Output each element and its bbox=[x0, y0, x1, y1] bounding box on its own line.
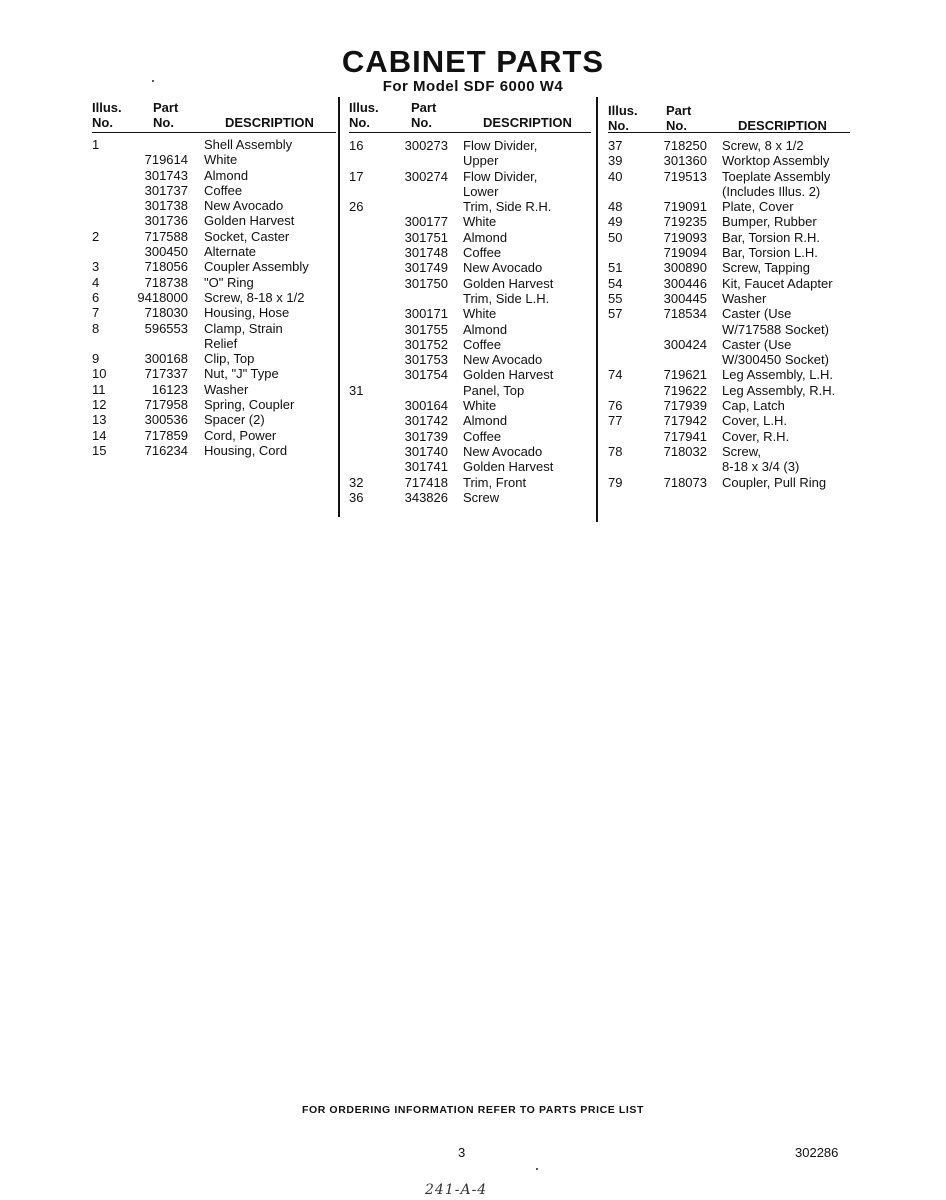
table-row bbox=[349, 276, 591, 291]
part-number: 300274 bbox=[404, 168, 448, 184]
part-description: Golden Harvest bbox=[463, 459, 554, 475]
part-description: Relief bbox=[204, 335, 238, 351]
handwritten-note: 241-A-4 bbox=[425, 1182, 488, 1198]
part-number: 718032 bbox=[663, 443, 707, 459]
page-title: CABINET PARTS bbox=[341, 44, 605, 79]
part-number: 719513 bbox=[663, 168, 707, 184]
illus-number: 10 bbox=[92, 366, 107, 382]
model-subtitle: For Model SDF 6000 W4 bbox=[382, 78, 564, 95]
part-description: New Avocado bbox=[204, 198, 284, 214]
part-description: Screw, bbox=[722, 443, 762, 459]
part-number: 16123 bbox=[151, 381, 188, 397]
table-row bbox=[608, 306, 850, 321]
illus-number: 26 bbox=[349, 199, 364, 215]
table-row bbox=[608, 260, 850, 275]
part-description: W/300450 Socket) bbox=[722, 352, 829, 368]
part-description: White bbox=[463, 398, 497, 414]
table-row bbox=[608, 276, 850, 291]
table-row bbox=[608, 153, 850, 168]
part-description: Trim, Side R.H. bbox=[463, 199, 552, 215]
part-number: 301741 bbox=[404, 459, 448, 475]
table-row bbox=[349, 367, 591, 382]
part-description: Almond bbox=[204, 167, 249, 183]
illus-number: 55 bbox=[608, 290, 623, 306]
part-description: Coffee bbox=[204, 182, 243, 198]
part-number: 301360 bbox=[663, 153, 707, 169]
table-row bbox=[608, 169, 850, 184]
table-row bbox=[92, 321, 336, 336]
column-divider bbox=[596, 97, 598, 522]
part-description: 8-18 x 3/4 (3) bbox=[722, 459, 800, 475]
part-description: Toeplate Assembly bbox=[722, 168, 831, 184]
part-description: Spacer (2) bbox=[204, 412, 265, 428]
part-number: 300536 bbox=[144, 412, 188, 428]
part-number: 718056 bbox=[144, 259, 188, 275]
part-number: 301738 bbox=[144, 198, 188, 214]
part-description: Alternate bbox=[204, 244, 257, 260]
illus-number: 32 bbox=[349, 474, 364, 490]
table-row bbox=[92, 229, 336, 244]
table-row bbox=[608, 398, 850, 413]
part-number: 301751 bbox=[404, 229, 448, 245]
illus-number: 36 bbox=[349, 489, 364, 505]
table-row bbox=[92, 443, 336, 458]
part-description: Coffee bbox=[463, 428, 502, 444]
header-illus: Illus. bbox=[608, 103, 638, 118]
table-row bbox=[92, 137, 336, 152]
illus-number: 50 bbox=[608, 229, 623, 245]
parts-list bbox=[349, 133, 591, 505]
table-row bbox=[349, 444, 591, 459]
part-number: 301742 bbox=[404, 413, 448, 429]
table-row bbox=[608, 138, 850, 153]
table-row bbox=[92, 382, 336, 397]
part-number: 301736 bbox=[144, 213, 188, 229]
illus-number: 31 bbox=[349, 382, 364, 398]
part-number: 300168 bbox=[144, 351, 188, 367]
part-description: Coupler Assembly bbox=[204, 259, 309, 275]
part-description: Cover, L.H. bbox=[722, 413, 788, 429]
parts-list bbox=[608, 133, 850, 490]
part-description: Cover, R.H. bbox=[722, 428, 790, 444]
illus-number: 77 bbox=[608, 413, 623, 429]
table-row bbox=[349, 169, 591, 184]
part-description: Housing, Hose bbox=[204, 305, 290, 321]
part-description: Coupler, Pull Ring bbox=[722, 474, 827, 490]
table-row bbox=[349, 214, 591, 229]
table-row bbox=[349, 184, 591, 199]
table-row bbox=[608, 291, 850, 306]
illus-number: 14 bbox=[92, 427, 107, 443]
part-number: 301755 bbox=[404, 321, 448, 337]
document-number: 302286 bbox=[795, 1145, 839, 1160]
part-description: Caster (Use bbox=[722, 336, 792, 352]
part-description: Golden Harvest bbox=[463, 367, 554, 383]
part-description: New Avocado bbox=[463, 443, 543, 459]
part-number: 719622 bbox=[663, 382, 707, 398]
part-number: 300164 bbox=[404, 398, 448, 414]
header-part-no: No. bbox=[153, 115, 174, 130]
illus-number: 3 bbox=[92, 259, 100, 275]
column-header bbox=[608, 100, 850, 133]
table-row bbox=[349, 459, 591, 474]
table-row bbox=[608, 322, 850, 337]
table-row bbox=[349, 475, 591, 490]
table-row bbox=[608, 367, 850, 382]
illus-number: 2 bbox=[92, 228, 100, 244]
part-number: 717958 bbox=[144, 397, 188, 413]
part-description: Lower bbox=[463, 183, 499, 199]
part-number: 717941 bbox=[663, 428, 707, 444]
part-number: 719094 bbox=[663, 245, 707, 261]
header-description: DESCRIPTION bbox=[483, 115, 572, 130]
part-description: Cap, Latch bbox=[722, 398, 785, 414]
table-row bbox=[349, 306, 591, 321]
part-description: New Avocado bbox=[463, 352, 543, 368]
part-description: (Includes Illus. 2) bbox=[722, 183, 821, 199]
table-row bbox=[608, 459, 850, 474]
illus-number: 79 bbox=[608, 474, 623, 490]
table-row bbox=[92, 152, 336, 167]
part-description: Caster (Use bbox=[722, 306, 792, 322]
illus-number: 49 bbox=[608, 214, 623, 230]
table-row bbox=[349, 153, 591, 168]
part-number: 300450 bbox=[144, 244, 188, 260]
part-description: Screw bbox=[463, 489, 500, 505]
table-row bbox=[92, 336, 336, 351]
header-description: DESCRIPTION bbox=[225, 115, 314, 130]
speck-mark bbox=[536, 1168, 538, 1170]
part-number: 719235 bbox=[663, 214, 707, 230]
part-number: 719614 bbox=[144, 152, 188, 168]
part-description: New Avocado bbox=[463, 260, 543, 276]
header-part: Part bbox=[153, 100, 179, 115]
part-description: Spring, Coupler bbox=[204, 397, 295, 413]
part-number: 718534 bbox=[663, 306, 707, 322]
illus-number: 76 bbox=[608, 398, 623, 414]
part-description: Washer bbox=[722, 290, 767, 306]
illus-number: 12 bbox=[92, 397, 107, 413]
part-description: Worktop Assembly bbox=[722, 153, 830, 169]
part-description: Bar, Torsion R.H. bbox=[722, 229, 821, 245]
parts-column-1 bbox=[92, 100, 336, 458]
part-description: White bbox=[204, 152, 238, 168]
part-number: 301753 bbox=[404, 352, 448, 368]
part-number: 717942 bbox=[663, 413, 707, 429]
table-row bbox=[349, 322, 591, 337]
part-number: 301748 bbox=[404, 245, 448, 261]
parts-column-2 bbox=[349, 100, 591, 505]
table-row bbox=[608, 184, 850, 199]
illus-number: 1 bbox=[92, 137, 100, 152]
illus-number: 57 bbox=[608, 306, 623, 322]
illus-number: 16 bbox=[349, 138, 364, 153]
illus-number: 4 bbox=[92, 274, 100, 290]
table-row bbox=[92, 366, 336, 381]
table-row bbox=[608, 337, 850, 352]
part-number: 301750 bbox=[404, 275, 448, 291]
part-number: 719621 bbox=[663, 367, 707, 383]
column-header bbox=[92, 100, 336, 133]
part-number: 300445 bbox=[663, 290, 707, 306]
part-description: White bbox=[463, 306, 497, 322]
part-number: 717939 bbox=[663, 398, 707, 414]
part-description: Almond bbox=[463, 229, 508, 245]
table-row bbox=[349, 413, 591, 428]
illus-number: 15 bbox=[92, 442, 107, 458]
part-number: 718250 bbox=[663, 138, 707, 153]
part-number: 301737 bbox=[144, 182, 188, 198]
speck-mark bbox=[152, 80, 154, 82]
illus-number: 8 bbox=[92, 320, 100, 336]
table-row bbox=[608, 429, 850, 444]
column-header bbox=[349, 100, 591, 133]
illus-number: 17 bbox=[349, 168, 364, 184]
column-divider bbox=[338, 97, 340, 517]
part-description: Flow Divider, bbox=[463, 168, 538, 184]
illus-number: 54 bbox=[608, 275, 623, 291]
table-row bbox=[608, 383, 850, 398]
part-description: Bumper, Rubber bbox=[722, 214, 817, 230]
part-description: Screw, Tapping bbox=[722, 260, 810, 276]
ordering-info-footer: FOR ORDERING INFORMATION REFER TO PARTS PRICE LIST bbox=[301, 1104, 645, 1116]
table-row bbox=[92, 183, 336, 198]
part-description: W/717588 Socket) bbox=[722, 321, 829, 337]
illus-number: 7 bbox=[92, 305, 100, 321]
part-description: Golden Harvest bbox=[204, 213, 295, 229]
table-row bbox=[608, 230, 850, 245]
table-row bbox=[92, 397, 336, 412]
part-description: "O" Ring bbox=[204, 274, 254, 290]
part-description: Cord, Power bbox=[204, 427, 277, 443]
table-row bbox=[608, 475, 850, 490]
header-illus-no: No. bbox=[349, 115, 370, 130]
table-row bbox=[608, 245, 850, 260]
part-number: 300446 bbox=[663, 275, 707, 291]
table-row bbox=[92, 213, 336, 228]
part-number: 301739 bbox=[404, 428, 448, 444]
table-row bbox=[92, 305, 336, 320]
part-description: Upper bbox=[463, 153, 499, 169]
illus-number: 78 bbox=[608, 443, 623, 459]
table-row bbox=[608, 413, 850, 428]
part-number: 717418 bbox=[404, 474, 448, 490]
part-number: 301749 bbox=[404, 260, 448, 276]
table-row bbox=[349, 352, 591, 367]
table-row bbox=[349, 260, 591, 275]
table-row bbox=[92, 244, 336, 259]
part-number: 719091 bbox=[663, 199, 707, 215]
part-description: Screw, 8 x 1/2 bbox=[722, 138, 804, 153]
header-part-no: No. bbox=[411, 115, 432, 130]
illus-number: 13 bbox=[92, 412, 107, 428]
header-part: Part bbox=[666, 103, 692, 118]
part-number: 717337 bbox=[144, 366, 188, 382]
part-number: 300273 bbox=[404, 138, 448, 153]
part-description: Almond bbox=[463, 413, 508, 429]
part-number: 301754 bbox=[404, 367, 448, 383]
table-row bbox=[349, 230, 591, 245]
header-illus-no: No. bbox=[608, 118, 629, 133]
part-number: 718030 bbox=[144, 305, 188, 321]
illus-number: 74 bbox=[608, 367, 623, 383]
part-description: Coffee bbox=[463, 245, 502, 261]
part-description: Trim, Side L.H. bbox=[463, 290, 550, 306]
part-description: Flow Divider, bbox=[463, 138, 538, 153]
illus-number: 9 bbox=[92, 351, 100, 367]
illus-number: 11 bbox=[92, 381, 106, 397]
part-number: 596553 bbox=[144, 320, 188, 336]
table-row bbox=[349, 429, 591, 444]
part-number: 716234 bbox=[144, 442, 188, 458]
part-description: Screw, 8-18 x 1/2 bbox=[204, 289, 305, 305]
part-number: 343826 bbox=[404, 489, 448, 505]
part-description: Golden Harvest bbox=[463, 275, 554, 291]
illus-number: 6 bbox=[92, 289, 100, 305]
part-number: 301743 bbox=[144, 167, 188, 183]
part-number: 300177 bbox=[404, 214, 448, 230]
header-illus: Illus. bbox=[92, 100, 122, 115]
table-row bbox=[92, 428, 336, 443]
part-number: 300424 bbox=[663, 336, 707, 352]
table-row bbox=[92, 412, 336, 427]
page-number: 3 bbox=[458, 1145, 466, 1160]
table-row bbox=[608, 199, 850, 214]
part-description: Clip, Top bbox=[204, 351, 255, 367]
part-description: Housing, Cord bbox=[204, 442, 288, 458]
part-description: Panel, Top bbox=[463, 382, 525, 398]
table-row bbox=[92, 168, 336, 183]
part-number: 301752 bbox=[404, 336, 448, 352]
part-number: 718738 bbox=[144, 274, 188, 290]
part-number: 300171 bbox=[404, 306, 448, 322]
part-description: White bbox=[463, 214, 497, 230]
part-description: Kit, Faucet Adapter bbox=[722, 275, 833, 291]
part-number: 718073 bbox=[663, 474, 707, 490]
part-description: Clamp, Strain bbox=[204, 320, 283, 336]
illus-number: 39 bbox=[608, 153, 623, 169]
table-row bbox=[608, 444, 850, 459]
illus-number: 51 bbox=[608, 260, 623, 276]
part-number: 717588 bbox=[144, 228, 188, 244]
part-description: Leg Assembly, R.H. bbox=[722, 382, 836, 398]
table-row bbox=[608, 214, 850, 229]
part-description: Coffee bbox=[463, 336, 502, 352]
parts-list bbox=[92, 133, 336, 458]
part-description: Washer bbox=[204, 381, 249, 397]
part-description: Socket, Caster bbox=[204, 228, 290, 244]
part-description: Shell Assembly bbox=[204, 137, 293, 152]
part-description: Almond bbox=[463, 321, 508, 337]
illus-number: 40 bbox=[608, 168, 623, 184]
table-row bbox=[349, 291, 591, 306]
table-row bbox=[349, 383, 591, 398]
table-row bbox=[349, 337, 591, 352]
table-row bbox=[92, 351, 336, 366]
illus-number: 48 bbox=[608, 199, 623, 215]
table-row bbox=[349, 199, 591, 214]
illus-number: 37 bbox=[608, 138, 623, 153]
header-part: Part bbox=[411, 100, 437, 115]
part-number: 9418000 bbox=[137, 289, 188, 305]
table-row bbox=[92, 275, 336, 290]
table-row bbox=[349, 138, 591, 153]
table-row bbox=[92, 290, 336, 305]
part-description: Leg Assembly, L.H. bbox=[722, 367, 834, 383]
part-description: Nut, "J" Type bbox=[204, 366, 279, 382]
header-description: DESCRIPTION bbox=[738, 118, 827, 133]
header-illus: Illus. bbox=[349, 100, 379, 115]
part-description: Plate, Cover bbox=[722, 199, 794, 215]
table-row bbox=[349, 245, 591, 260]
table-row bbox=[92, 198, 336, 213]
table-row bbox=[92, 259, 336, 274]
part-number: 301740 bbox=[404, 443, 448, 459]
part-number: 300890 bbox=[663, 260, 707, 276]
table-row bbox=[349, 398, 591, 413]
header-illus-no: No. bbox=[92, 115, 113, 130]
part-description: Trim, Front bbox=[463, 474, 527, 490]
part-number: 719093 bbox=[663, 229, 707, 245]
parts-column-3 bbox=[608, 100, 850, 490]
part-number: 717859 bbox=[144, 427, 188, 443]
part-description: Bar, Torsion L.H. bbox=[722, 245, 818, 261]
table-row bbox=[349, 490, 591, 505]
table-row bbox=[608, 352, 850, 367]
header-part-no: No. bbox=[666, 118, 687, 133]
